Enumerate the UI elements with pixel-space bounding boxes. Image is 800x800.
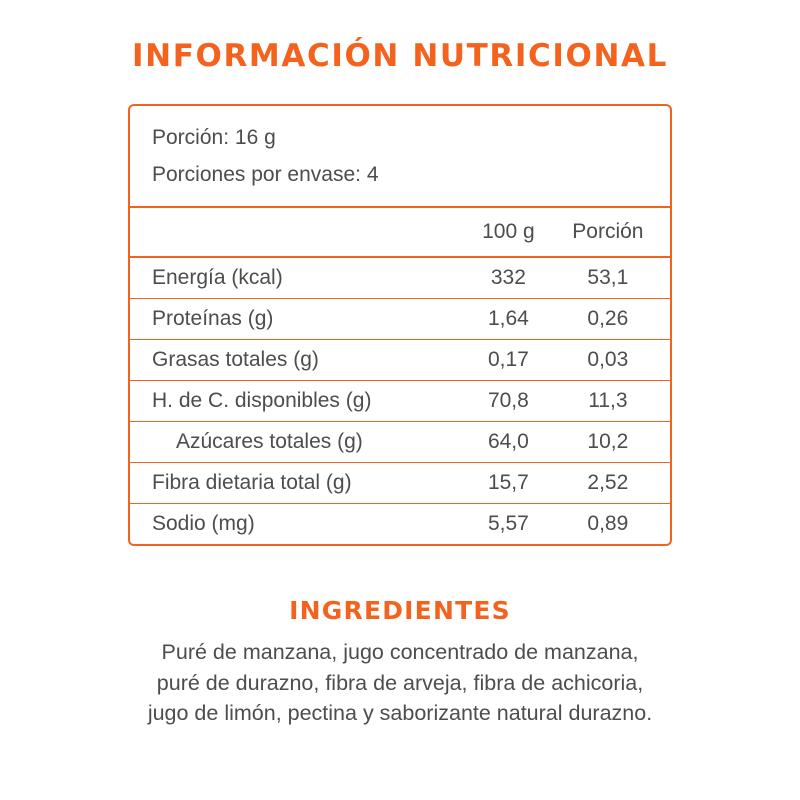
nutrition-table: [130, 208, 670, 544]
ingredients-text: [0, 637, 800, 729]
serving-portion-value: 16 g: [234, 126, 276, 149]
nutrient-per-portion: 10,2: [560, 421, 670, 462]
serving-per-package-value: 4: [366, 162, 379, 186]
nutrient-per-portion: 0,89: [560, 503, 670, 544]
column-header-per-100g: 100 g: [482, 219, 535, 243]
nutrient-per-100g: 332: [457, 257, 560, 299]
nutrient-per-portion: 2,52: [560, 462, 670, 503]
column-header-name: [130, 208, 457, 257]
nutrient-name: Azúcares totales (g): [130, 421, 457, 462]
table-row: [130, 462, 670, 503]
table-row: [130, 339, 670, 380]
table-row: [130, 298, 670, 339]
nutrient-name: Sodio (mg): [130, 503, 457, 544]
serving-per-package-label: Porciones por envase:: [152, 162, 361, 186]
ingredients-line: jugo de limón, pectina y saborizante natural durazno.: [147, 701, 653, 726]
table-header-row: [130, 208, 670, 257]
table-row: [130, 380, 670, 421]
nutrient-per-portion: 0,26: [560, 298, 670, 339]
ingredients-section: [0, 570, 800, 729]
nutrient-name: Grasas totales (g): [130, 339, 457, 380]
nutrient-per-portion: 11,3: [560, 380, 670, 421]
serving-portion-label: Porción:: [152, 126, 230, 149]
nutrient-per-portion: 53,1: [560, 257, 670, 299]
nutrient-name: Energía (kcal): [130, 257, 457, 299]
nutrient-name: Proteínas (g): [130, 298, 457, 339]
nutrient-name: Fibra dietaria total (g): [130, 462, 457, 503]
serving-per-package-row: [152, 157, 648, 194]
ingredients-title: INGREDIENTES: [289, 596, 511, 625]
serving-portion-row: [152, 120, 648, 157]
nutrient-per-100g: 5,57: [457, 503, 560, 544]
column-header-per-portion: Porción: [572, 219, 644, 243]
nutrient-per-100g: 15,7: [457, 462, 560, 503]
nutrient-per-100g: 70,8: [457, 380, 560, 421]
nutrition-panel: [128, 104, 672, 546]
nutrient-per-100g: 0,17: [457, 339, 560, 380]
nutrient-per-portion: 0,03: [560, 339, 670, 380]
table-row: [130, 503, 670, 544]
nutrient-per-100g: 1,64: [457, 298, 560, 339]
nutrient-name: H. de C. disponibles (g): [130, 380, 457, 421]
table-row: [130, 257, 670, 299]
nutrient-per-100g: 64,0: [457, 421, 560, 462]
ingredients-line: puré de durazno, fibra de arveja, fibra de achicoria,: [156, 670, 644, 695]
table-row: [130, 421, 670, 462]
page-title: INFORMACIÓN NUTRICIONAL: [132, 38, 668, 74]
serving-info: [130, 106, 670, 206]
ingredients-line: Puré de manzana, jugo concentrado de manzana,: [161, 640, 639, 664]
